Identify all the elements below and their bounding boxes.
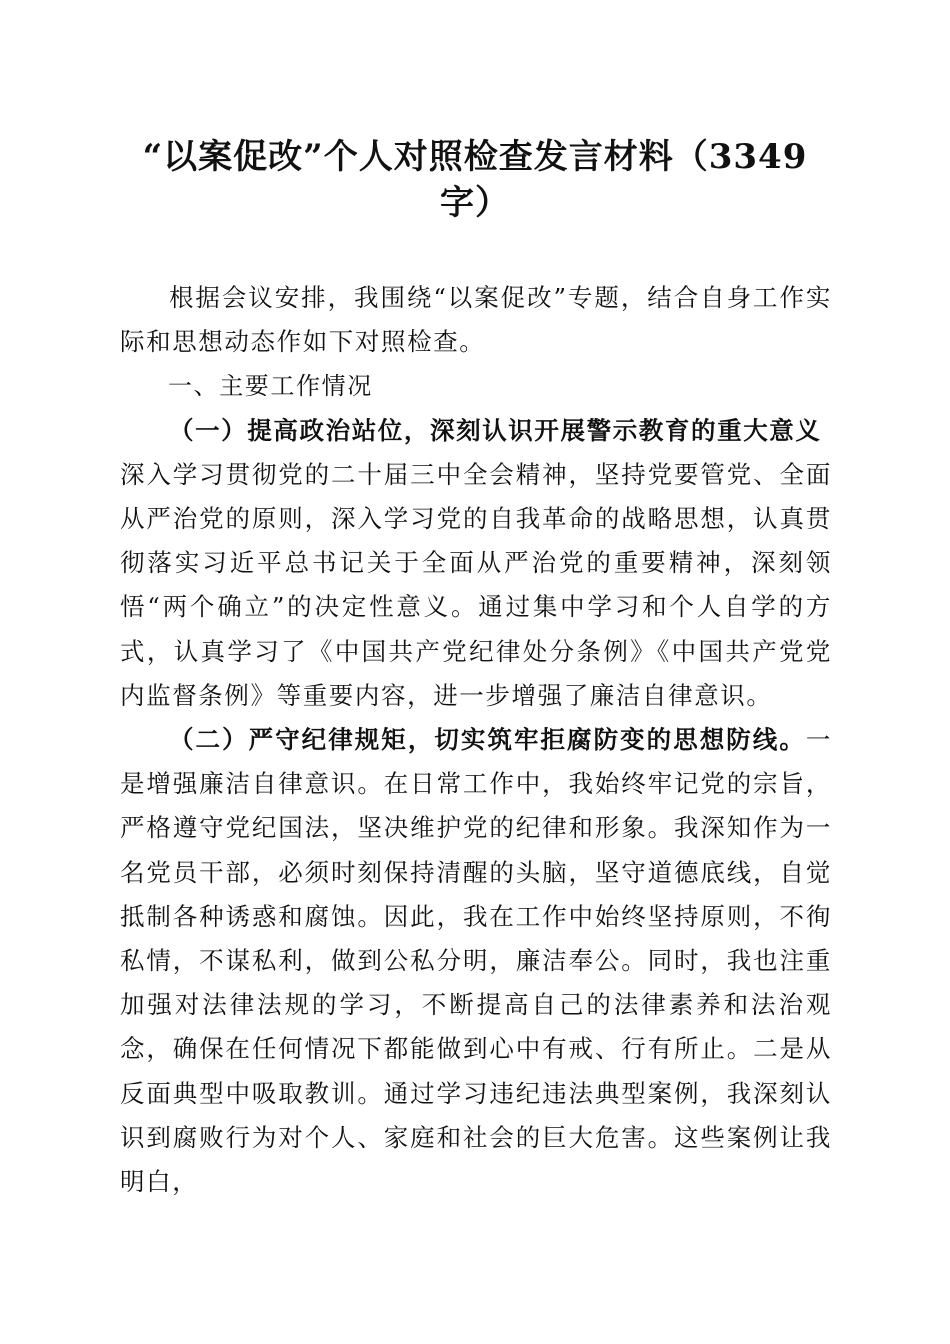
subsection-heading-1: （一）提高政治站位，深刻认识开展警示教育的重大意义	[169, 415, 822, 445]
subsection-paragraph-1: 深入学习贯彻党的二十届三中全会精神，坚持党要管党、全面从严治党的原则，深入学习党的自我革命的战略思想，认真贯彻落实习近平总书记关于全面从严治党的重要精神，深刻领悟“两个确立”的决定性意义。通过集中学习和个人自学的方式，认真学习了《中国共产党纪律处分条例》《中国共产党党内监督条例》等重要内容，进一步增强了廉洁自律意识。	[120, 459, 832, 710]
subsection-heading-2: （二）严守纪律规矩，切实筑牢拒腐防变的思想防线。	[169, 725, 806, 755]
section-heading: 一、主要工作情况	[168, 372, 373, 401]
document-body	[120, 276, 832, 1204]
subsection-text-2: 一是增强廉洁自律意识。在日常工作中，我始终牢记党的宗旨，严格遵守党纪国法，坚决维护党的纪律和形象。我深知作为一名党员干部，必须时刻保持清醒的头脑，坚守道德底线，自觉抵制各种诱惑和腐蚀。因此，我在工作中始终坚持原则，不徇私情，不谋私利，做到公私分明，廉洁奉公。同时，我也注重加强对法律法规的学习，不断提高自己的法律素养和法治观念，确保在任何情况下都能做到心中有戒、行有所止。二是从反面典型中吸取教训。通过学习违纪违法典型案例，我深刻认识到腐败行为对个人、家庭和社会的巨大危害。这些案例让我明白，	[120, 725, 832, 1197]
subsection-paragraph-2	[120, 718, 832, 1204]
intro-paragraph: 根据会议安排，我围绕“以案促改”专题，结合自身工作实际和思想动态作如下对照检查。	[120, 283, 832, 357]
document-title: “以案促改”个人对照检查发言材料（3349字）	[142, 137, 808, 223]
